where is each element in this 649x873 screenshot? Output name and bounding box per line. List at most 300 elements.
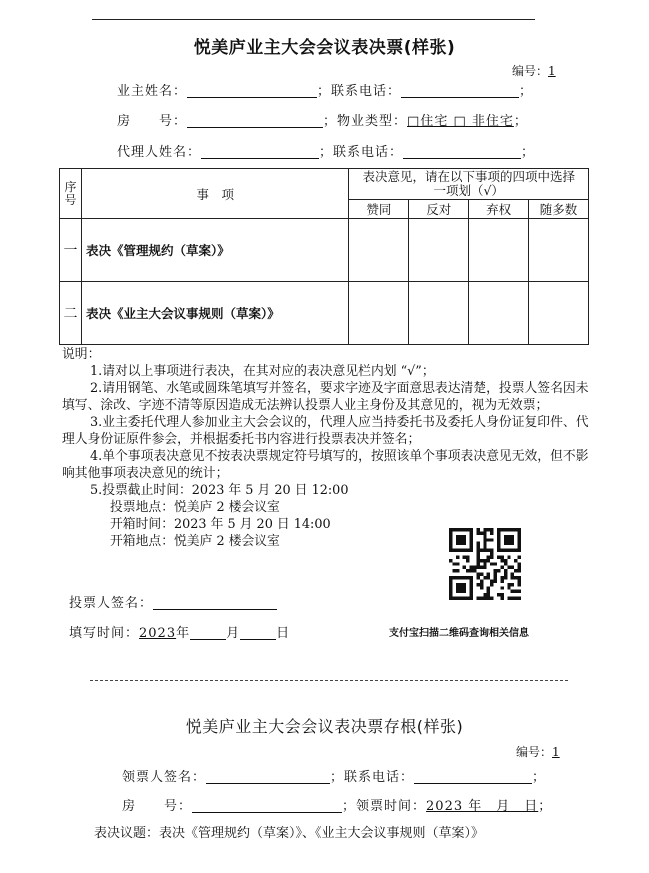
qr-module (449, 559, 452, 562)
qr-module (518, 597, 521, 600)
qr-module (466, 528, 469, 531)
qr-module (497, 528, 500, 531)
qr-module (514, 559, 517, 562)
qr-module (470, 538, 473, 541)
qr-module (500, 566, 503, 569)
qr-code (449, 528, 521, 600)
qr-module (470, 590, 473, 593)
option-follow-majority: 随多数 (529, 200, 589, 219)
qr-module (463, 590, 466, 593)
option-oppose: 反对 (409, 200, 469, 219)
qr-module (518, 576, 521, 579)
qr-module (449, 545, 452, 548)
qr-module (511, 583, 514, 586)
qr-module (470, 593, 473, 596)
proxy-name-field[interactable] (201, 144, 319, 159)
stub-serial-value: 1 (552, 745, 560, 759)
qr-module (511, 535, 514, 538)
qr-module (476, 583, 479, 586)
qr-module (449, 531, 452, 534)
qr-module (507, 535, 510, 538)
qr-module (497, 538, 500, 541)
qr-module (463, 586, 466, 589)
qr-module (476, 549, 479, 552)
qr-module (476, 573, 479, 576)
qr-module (459, 583, 462, 586)
fill-month-field[interactable] (190, 625, 226, 640)
qr-module (470, 549, 473, 552)
qr-module (480, 559, 483, 562)
qr-module (511, 538, 514, 541)
qr-module (456, 535, 459, 538)
qr-module (459, 528, 462, 531)
qr-module (449, 597, 452, 600)
qr-module (514, 528, 517, 531)
qr-module (459, 576, 462, 579)
qr-module (487, 597, 490, 600)
qr-module (483, 542, 486, 545)
qr-module (514, 597, 517, 600)
qr-module (476, 576, 479, 579)
qr-module (470, 535, 473, 538)
qr-module (470, 583, 473, 586)
qr-module (476, 597, 479, 600)
qr-module (518, 531, 521, 534)
ballot-title: 悦美庐业主大会会议表决票(样张) (193, 38, 456, 58)
qr-module (497, 535, 500, 538)
qr-module (473, 569, 476, 572)
qr-module (490, 552, 493, 555)
qr-module (487, 586, 490, 589)
seq-header: 序号 (60, 169, 82, 219)
vote-cell-oppose[interactable] (409, 219, 469, 282)
qr-module (504, 559, 507, 562)
proxy-name-label: 代理人姓名： (117, 145, 202, 160)
qr-module (490, 549, 493, 552)
qr-module (470, 566, 473, 569)
qr-module (480, 579, 483, 582)
qr-module (463, 549, 466, 552)
qr-module (476, 542, 479, 545)
fill-day-field[interactable] (240, 625, 276, 640)
option-abstain: 弃权 (469, 200, 529, 219)
row-item: 表决《管理规约（草案）》 (81, 219, 348, 282)
qr-module (511, 549, 514, 552)
qr-module (487, 549, 490, 552)
fill-time-row (69, 622, 290, 641)
qr-module (476, 559, 479, 562)
open-place: 开箱地点：悦美庐 2 楼会议室 (110, 534, 280, 549)
owner-name-label: 业主姓名： (117, 84, 188, 99)
stub-phone-label: ；联系电话： (330, 770, 415, 785)
proxy-phone-field[interactable] (403, 144, 521, 159)
qr-module (518, 583, 521, 586)
vote-cell-majority[interactable] (529, 219, 589, 282)
owner-phone-field[interactable] (401, 83, 519, 98)
qr-module (518, 566, 521, 569)
qr-module (449, 549, 452, 552)
qr-module (500, 576, 503, 579)
qr-module (518, 555, 521, 558)
qr-module (494, 579, 497, 582)
qr-module (497, 549, 500, 552)
qr-module (476, 562, 479, 565)
table-row (60, 282, 589, 345)
qr-module (470, 576, 473, 579)
qr-module (494, 562, 497, 565)
qr-module (507, 538, 510, 541)
qr-module (514, 569, 517, 572)
qr-module (470, 579, 473, 582)
qr-module (487, 590, 490, 593)
room-field[interactable] (187, 113, 323, 128)
top-rule (92, 19, 535, 20)
qr-module (497, 531, 500, 534)
vote-cell-abstain[interactable] (469, 282, 529, 345)
qr-module (449, 576, 452, 579)
qr-module (518, 549, 521, 552)
qr-module (504, 573, 507, 576)
row-item: 表决《业主大会议事规则（草案）》 (81, 282, 348, 345)
note-2: 2.请用钢笔、水笔或圆珠笔填写并签名，要求字迹及字面意思表达清楚，投票人签名因未填写、涂改、字迹不清等原因造成无法辨认投票人业主身份及其意见的，视为无效票； (62, 381, 589, 413)
qr-module (476, 555, 479, 558)
qr-module (487, 538, 490, 541)
qr-module (466, 576, 469, 579)
day-unit: 日 (276, 626, 291, 641)
qr-module (459, 590, 462, 593)
qr-module (483, 562, 486, 565)
qr-module (518, 590, 521, 593)
item-header: 事 项 (81, 169, 348, 219)
qr-module (511, 590, 514, 593)
qr-module (466, 549, 469, 552)
qr-module (480, 597, 483, 600)
qr-module (511, 528, 514, 531)
qr-module (449, 542, 452, 545)
qr-module (518, 579, 521, 582)
qr-module (483, 535, 486, 538)
qr-module (504, 576, 507, 579)
qr-module (483, 597, 486, 600)
owner-info-row (117, 80, 533, 99)
qr-module (518, 538, 521, 541)
qr-module (480, 531, 483, 534)
end-mark: ； (521, 145, 536, 160)
qr-module (449, 535, 452, 538)
qr-module (483, 576, 486, 579)
qr-module (483, 593, 486, 596)
qr-module (507, 542, 510, 545)
qr-module (480, 573, 483, 576)
vote-cell-oppose[interactable] (409, 282, 469, 345)
note-3: 3.业主委托代理人参加业主大会会议的，代理人应当持委托书及委托人身份证复印件、代理人身份证原件参会，并根据委托书内容进行投票表决并签名； (62, 415, 589, 447)
qr-module (480, 549, 483, 552)
owner-name-field[interactable] (187, 83, 317, 98)
voter-sign-label: 投票人签名： (69, 596, 154, 611)
vote-cell-approve[interactable] (349, 282, 409, 345)
qr-module (456, 569, 459, 572)
qr-module (500, 559, 503, 562)
qr-module (449, 586, 452, 589)
qr-module (487, 593, 490, 596)
month-unit: 月 (226, 626, 241, 641)
qr-module (456, 538, 459, 541)
qr-module (507, 597, 510, 600)
qr-module (456, 542, 459, 545)
qr-module (500, 528, 503, 531)
qr-module (459, 538, 462, 541)
stub-receiver-row (122, 766, 546, 785)
qr-module (504, 562, 507, 565)
qr-module (456, 562, 459, 565)
qr-module (449, 590, 452, 593)
qr-module (463, 566, 466, 569)
qr-module (504, 542, 507, 545)
qr-module (504, 538, 507, 541)
qr-module (487, 576, 490, 579)
qr-module (487, 555, 490, 558)
qr-module (463, 542, 466, 545)
end-mark: ； (513, 114, 528, 129)
voting-table (59, 168, 589, 345)
qr-module (459, 586, 462, 589)
stub-serial-label: 编号： (516, 745, 553, 759)
qr-module (463, 597, 466, 600)
year-unit: 年 (176, 626, 191, 641)
receiver-sign-label: 领票人签名： (122, 770, 207, 785)
qr-module (497, 545, 500, 548)
property-type-options[interactable]: □住宅 □ 非住宅 (407, 114, 514, 129)
qr-module (483, 549, 486, 552)
qr-module (476, 552, 479, 555)
qr-module (518, 542, 521, 545)
qr-module (463, 528, 466, 531)
stub-room-label: 房 号： (122, 799, 193, 814)
open-time: 开箱时间：2023 年 5 月 20 日 14:00 (110, 517, 331, 532)
stub-topics: 表决议题：表决《管理规约（草案）》、《业主大会议事规则（草案）》 (94, 826, 485, 841)
proxy-phone-label: ；联系电话： (319, 145, 404, 160)
qr-module (497, 542, 500, 545)
end-mark: ； (532, 770, 547, 785)
vote-cell-abstain[interactable] (469, 219, 529, 282)
qr-module (463, 538, 466, 541)
qr-module (497, 555, 500, 558)
qr-module (449, 538, 452, 541)
vote-cell-approve[interactable] (349, 219, 409, 282)
qr-module (470, 586, 473, 589)
qr-module (470, 542, 473, 545)
qr-module (456, 597, 459, 600)
notes-heading: 说明： (62, 347, 101, 362)
serial-value: 1 (548, 64, 556, 78)
qr-module (459, 542, 462, 545)
qr-module (504, 549, 507, 552)
qr-module (456, 576, 459, 579)
qr-module (504, 569, 507, 572)
qr-module (511, 573, 514, 576)
owner-phone-label: ；联系电话： (317, 84, 402, 99)
qr-module (466, 555, 469, 558)
qr-module (483, 566, 486, 569)
qr-module (511, 597, 514, 600)
qr-module (466, 559, 469, 562)
room-info-row (117, 110, 528, 129)
qr-module (518, 569, 521, 572)
qr-module (470, 597, 473, 600)
qr-module (449, 593, 452, 596)
proxy-info-row (117, 141, 535, 160)
qr-module (511, 576, 514, 579)
qr-module (466, 597, 469, 600)
note-1: 1.请对以上事项进行表决，在其对应的表决意见栏内划 “√”； (90, 364, 435, 379)
qr-module (480, 583, 483, 586)
qr-module (456, 590, 459, 593)
qr-module (514, 590, 517, 593)
stub-phone-field[interactable] (414, 769, 532, 784)
qr-module (456, 583, 459, 586)
qr-module (449, 579, 452, 582)
qr-module (500, 549, 503, 552)
qr-module (518, 528, 521, 531)
qr-module (483, 531, 486, 534)
tear-line (90, 680, 568, 681)
qr-module (497, 569, 500, 572)
stub-room-row (122, 795, 552, 814)
qr-module (476, 531, 479, 534)
row-seq: 二 (60, 282, 82, 345)
end-mark: ； (538, 799, 553, 814)
qr-module (452, 549, 455, 552)
property-type-label: ；物业类型： (323, 114, 408, 129)
voter-sign-field[interactable] (153, 595, 277, 610)
qr-module (511, 566, 514, 569)
qr-module (507, 549, 510, 552)
row-seq: 一 (60, 219, 82, 282)
option-approve: 赞同 (349, 200, 409, 219)
receive-time-label: ；领票时间： (342, 799, 427, 814)
qr-caption: 支付宝扫描二维码查询相关信息 (389, 628, 529, 639)
qr-module (456, 555, 459, 558)
qr-module (483, 538, 486, 541)
qr-module (463, 583, 466, 586)
qr-module (507, 566, 510, 569)
qr-module (500, 579, 503, 582)
qr-module (490, 583, 493, 586)
qr-module (490, 555, 493, 558)
qr-module (470, 531, 473, 534)
qr-module (500, 555, 503, 558)
stub-room-field[interactable] (192, 798, 342, 813)
qr-module (456, 549, 459, 552)
table-row (60, 219, 589, 282)
qr-module (500, 593, 503, 596)
qr-module (476, 545, 479, 548)
qr-module (463, 576, 466, 579)
qr-module (480, 566, 483, 569)
qr-module (500, 586, 503, 589)
qr-module (456, 528, 459, 531)
qr-module (490, 562, 493, 565)
note-5: 5.投票截止时间：2023 年 5 月 20 日 12:00 (90, 483, 349, 498)
qr-module (490, 597, 493, 600)
qr-module (456, 586, 459, 589)
qr-module (490, 531, 493, 534)
qr-module (487, 528, 490, 531)
receiver-sign-field[interactable] (206, 769, 330, 784)
receive-time-value[interactable]: 2023 年 月 日 (426, 799, 539, 814)
qr-module (518, 545, 521, 548)
qr-module (470, 569, 473, 572)
qr-module (463, 555, 466, 558)
qr-module (507, 555, 510, 558)
qr-module (449, 528, 452, 531)
qr-module (507, 586, 510, 589)
qr-module (490, 528, 493, 531)
qr-module (518, 535, 521, 538)
qr-module (459, 535, 462, 538)
qr-module (500, 597, 503, 600)
note-4: 4.单个事项表决意见不按表决票规定符号填写的，按照该单个事项表决意见无效，但不影响其他事项表决意见的统计； (62, 449, 589, 481)
qr-module (507, 528, 510, 531)
qr-module (494, 573, 497, 576)
qr-module (483, 545, 486, 548)
qr-module (494, 576, 497, 579)
end-mark: ； (519, 84, 534, 99)
stub-title: 悦美庐业主大会会议表决票存根(样张) (185, 717, 464, 736)
qr-module (511, 542, 514, 545)
qr-module (466, 569, 469, 572)
qr-module (452, 569, 455, 572)
qr-module (470, 545, 473, 548)
qr-module (452, 562, 455, 565)
qr-module (497, 593, 500, 596)
qr-module (490, 579, 493, 582)
stub-serial-number (516, 743, 560, 760)
qr-module (487, 559, 490, 562)
qr-module (459, 549, 462, 552)
qr-module (504, 535, 507, 538)
qr-module (507, 583, 510, 586)
vote-place: 投票地点：悦美庐 2 楼会议室 (110, 500, 280, 515)
qr-module (480, 586, 483, 589)
notes-section (62, 346, 592, 550)
qr-module (452, 576, 455, 579)
qr-module (452, 528, 455, 531)
qr-module (518, 562, 521, 565)
serial-number (512, 62, 556, 79)
qr-module (452, 597, 455, 600)
qr-module (483, 528, 486, 531)
qr-module (487, 573, 490, 576)
qr-module (470, 528, 473, 531)
opinion-header: 表决意见，请在以下事项的四项中选择一项划（√） (349, 169, 589, 200)
qr-module (490, 538, 493, 541)
qr-module (476, 566, 479, 569)
fill-year[interactable]: 2023 (139, 626, 177, 641)
qr-module (449, 583, 452, 586)
qr-module (514, 576, 517, 579)
qr-module (463, 535, 466, 538)
qr-module (483, 559, 486, 562)
serial-label: 编号： (512, 64, 549, 78)
qr-module (494, 569, 497, 572)
vote-cell-majority[interactable] (529, 282, 589, 345)
fill-time-label: 填写时间： (69, 626, 140, 641)
voter-sign-row (69, 592, 277, 611)
qr-module (459, 597, 462, 600)
qr-module (514, 549, 517, 552)
qr-module (504, 528, 507, 531)
